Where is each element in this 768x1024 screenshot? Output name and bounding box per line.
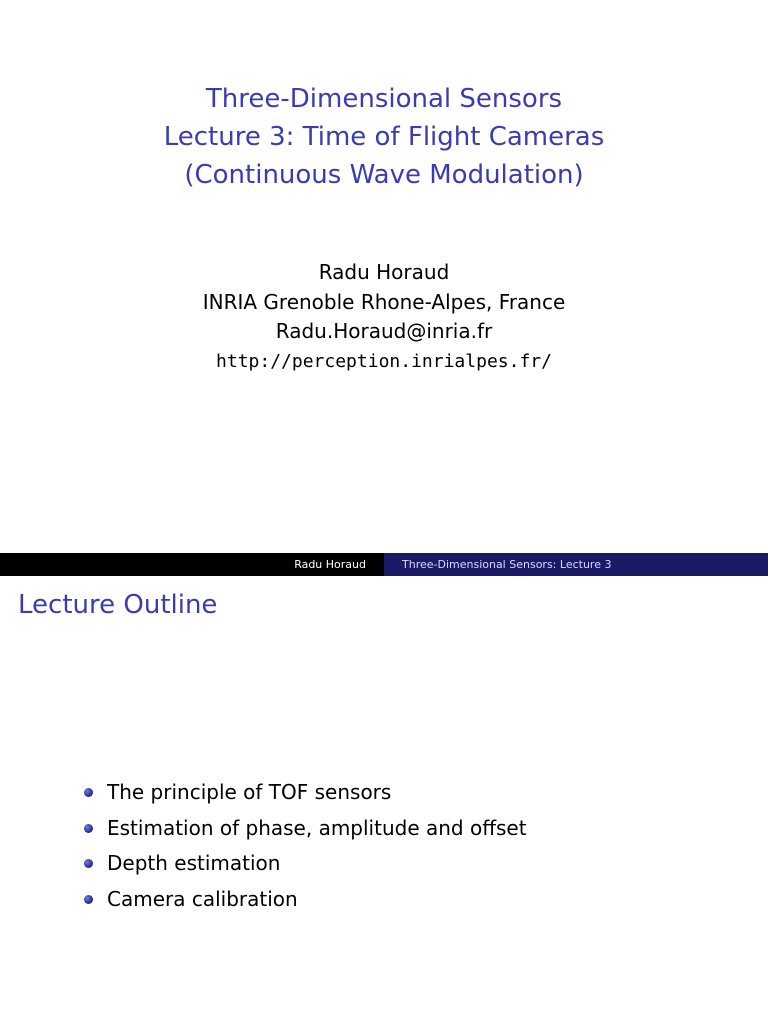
author-block bbox=[0, 258, 768, 376]
slide-footer bbox=[0, 553, 768, 576]
author-name: Radu Horaud bbox=[318, 260, 450, 284]
presentation-title bbox=[0, 80, 768, 194]
outline-item-text: Depth estimation bbox=[107, 851, 281, 875]
title-line-1: Three-Dimensional Sensors bbox=[205, 84, 563, 114]
footer-author: Radu Horaud bbox=[0, 553, 384, 576]
title-line-2: Lecture 3: Time of Flight Cameras bbox=[163, 122, 605, 152]
author-institution: INRIA Grenoble Rhone-Alpes, France bbox=[202, 289, 566, 314]
frame-title: Lecture Outline bbox=[18, 590, 218, 620]
bullet-icon bbox=[84, 788, 93, 797]
outline-item bbox=[82, 883, 527, 919]
title-line-3: (Continuous Wave Modulation) bbox=[184, 160, 584, 190]
outline-item-text: Camera calibration bbox=[107, 886, 298, 911]
outline-item bbox=[82, 812, 527, 848]
bullet-icon bbox=[84, 859, 93, 868]
outline-item bbox=[82, 776, 527, 812]
outline-slide bbox=[0, 576, 768, 1024]
bullet-icon bbox=[84, 895, 93, 904]
outline-list bbox=[82, 776, 527, 918]
outline-item-text: The principle of TOF sensors bbox=[107, 780, 392, 804]
bullet-icon bbox=[84, 824, 93, 833]
author-url[interactable]: http://perception.inrialpes.fr/ bbox=[216, 350, 552, 372]
footer-title: Three-Dimensional Sensors: Lecture 3 bbox=[384, 553, 768, 576]
outline-item-text: Estimation of phase, amplitude and offset bbox=[107, 815, 527, 840]
author-email[interactable]: Radu.Horaud@inria.fr bbox=[275, 319, 493, 343]
outline-item bbox=[82, 847, 527, 883]
